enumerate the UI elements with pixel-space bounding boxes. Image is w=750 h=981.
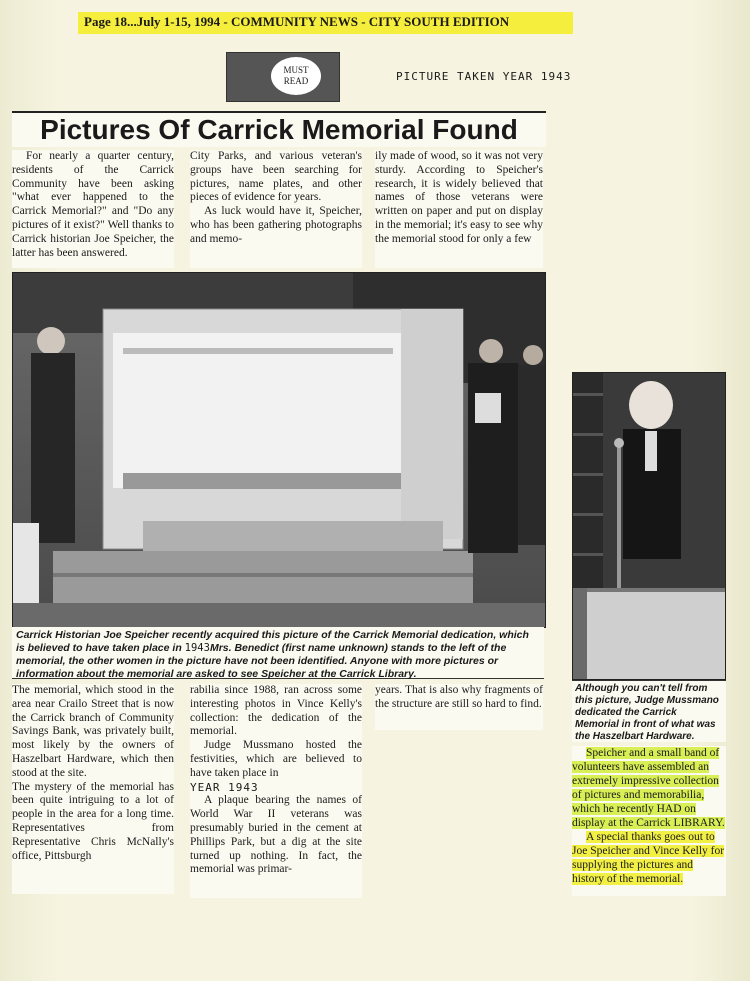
col5-paragraph-c: A plaque bearing the names of World War II veterans was presumably buried in the cement at Phillips Park, but a dig at the site turned up nothing. In fact, the memorial was primar- (190, 794, 362, 876)
caption-main-part-b: Mrs. Benedict (first name unknown) stands to the left of the memorial, the other women in the picture have not been identified. Anyone with more pictures or information about the memorial are asked to see Speicher at the Carrick Library. (16, 642, 507, 680)
judge-photo-image (573, 373, 725, 679)
typed-stamp: PICTURE TAKEN YEAR 1943 (396, 70, 572, 83)
column-2 (190, 150, 362, 268)
column-1 (12, 150, 174, 268)
headline: Pictures Of Carrick Memorial Found (12, 111, 546, 147)
main-photo-caption (12, 627, 544, 679)
side-photo-caption: Although you can't tell from this picture, Judge Mussmano dedicated the Carrick Memorial in front of what was the Haszelbart Hardware. (572, 680, 726, 742)
caption-main-part-a: Carrick Historian Joe Speicher recently acquired this picture of the Carrick Memorial dedication, which is believed to have taken place in (16, 629, 529, 654)
col5-paragraph-a: rabilia since 1988, ran across some interesting photos in Vince Kelly's collection: the dedication of the memorial. (190, 684, 362, 738)
column-5 (190, 684, 362, 898)
col6-paragraph: years. That is also why fragments of the structure are still so hard to find. (375, 684, 543, 710)
badge-text: MUST READ (283, 65, 309, 86)
column-3 (375, 150, 543, 268)
col4-paragraph-b: The mystery of the memorial has been quite intriguing to a lot of people in the area for a long time. Representatives from Representative Chris McNally's office, Pittsburgh (12, 780, 174, 862)
side-paragraph-a: Speicher and a small band of volunteers have assembled an extremely impressive collection of pictures and memorabilia, which he recently HAD on display at the Carrick LIBRARY. (572, 747, 725, 829)
column-4 (12, 684, 174, 894)
side-column (572, 746, 726, 896)
col1-paragraph: For nearly a quarter century, residents of the Carrick Community have been asking "what ever happened to the Carrick Memorial?" and "Do any pictures of it exist?" Well thanks to Carrick historian Joe Speicher, the latter has been answered. (12, 150, 174, 259)
col2-paragraph-a: City Parks, and various veteran's groups have been searching for pictures, name plates, and other pieces of evidence for years. (190, 150, 362, 204)
must-read-starburst-icon (271, 57, 321, 95)
column-6 (375, 684, 543, 730)
col5-paragraph-b: Judge Mussmano hosted the festivities, which are believed to have taken place in (190, 739, 362, 779)
col2-paragraph-b: As luck would have it, Speicher, who has been gathering photographs and memo- (190, 205, 362, 245)
must-read-badge (226, 52, 340, 102)
col4-paragraph-a: The memorial, which stood in the area near Crailo Street that is now the Carrick branch of Community Savings Bank, was privately built, most likely by the owners of Haszelbart Hardware, which then stood at the site. (12, 684, 174, 779)
col5-year-stamp: YEAR 1943 (190, 780, 259, 794)
col3-paragraph: ily made of wood, so it was not very sturdy. According to Speicher's research, it is widely believed that names of those veterans were written on paper and put on display in the memorial; it's easy to see why the memorial stood for only a few (375, 150, 543, 245)
header-text: Page 18...July 1-15, 1994 - COMMUNITY NEWS - CITY SOUTH EDITION (84, 14, 510, 29)
caption-year-insert: 1943 (184, 642, 210, 654)
memorial-photo-image (13, 273, 545, 627)
memorial-dedication-photo (12, 272, 546, 628)
side-paragraph-b: A special thanks goes out to Joe Speicher and Vince Kelly for supplying the pictures and history of the memorial. (572, 831, 725, 885)
judge-mussmano-photo (572, 372, 726, 680)
page-header (78, 12, 573, 34)
